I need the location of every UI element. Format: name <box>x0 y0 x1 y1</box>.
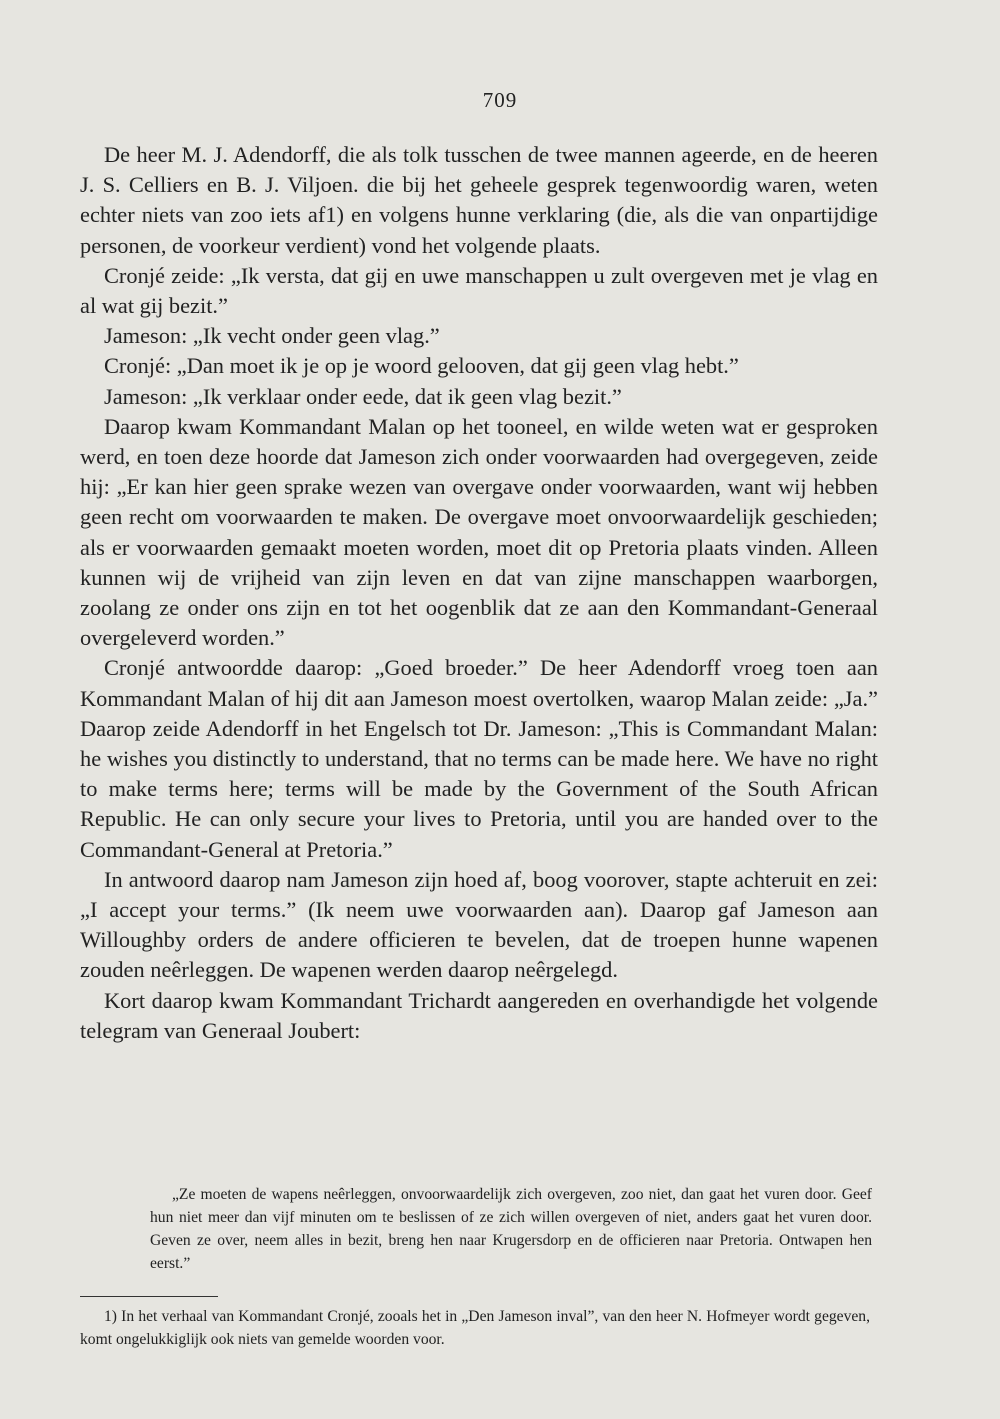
paragraph-malan: Daarop kwam Kommandant Malan op het tooneel, en wilde weten wat er gesproken werd, en toen deze hoorde dat Jameson zich onder voorwaarden had overgegeven, zeide hij: „Er kan hier geen sprake wezen van overgave onder voorwaarden, want wij hebben geen recht om voorwaarden te maken. De overgave moet onvoorwaardelijk geschieden; als er voorwaarden gemaakt moeten worden, moet dit op Pretoria plaats vinden. Alleen kunnen wij de vrijheid van zijn leven en dat van zijne manschappen waarborgen, zoolang ze onder ons zijn en tot het oogenblik dat ze aan den Kommandant-Generaal overgeleverd worden.” <box>80 413 878 651</box>
footnote <box>80 1305 870 1351</box>
paragraph-jameson-2: Jameson: „Ik verklaar onder eede, dat ik geen vlag bezit.” <box>104 383 622 409</box>
main-text <box>80 140 878 1046</box>
paragraph-cronje-1: Cronjé zeide: „Ik versta, dat gij en uwe manschappen u zult overgeven met je vlag en al wat gij bezit.” <box>80 262 878 319</box>
footnote-divider <box>80 1296 218 1297</box>
paragraph-surrender: In antwoord daarop nam Jameson zijn hoed af, boog voorover, stapte achteruit en zei: „I accept your terms.” (Ik neem uwe voorwaarden aan). Daarop gaf Jameson aan Willoughby orders de andere officieren te bevelen, dat de troepen hunne wapenen zouden neêrleggen. De wapenen werden daarop neêrgelegd. <box>80 866 878 983</box>
paragraph-trichardt: Kort daarop kwam Kommandant Trichardt aangereden en overhandigde het volgende telegram van Generaal Joubert: <box>80 987 878 1043</box>
page-number: 709 <box>482 88 518 112</box>
paragraph-adendorff: Cronjé antwoordde daarop: „Goed broeder.” De heer Adendorff vroeg toen aan Kommandant Malan of hij dit aan Jameson moest overtolken, waarop Malan zeide: „Ja.” Daarop zeide Adendorff in het Engelsch tot Dr. Jameson: „This is Commandant Malan: he wishes you distinctly to understand, that no terms can be made here. We have no right to make terms here; terms will be made by the Government of the South African Republic. He can only secure your lives to Pretoria, until you are handed over to the Commandant-General at Pretoria.” <box>80 655 878 862</box>
telegram-text: „Ze moeten de wapens neêrleggen, onvoorwaardelijk zich overgeven, zoo niet, dan gaat het vuren door. Geef hun niet meer dan vijf minuten om te beslissen of ze zich willen overgeven of niet, anders gaat het vuren door. Geven ze over, neem alles in bezit, breng hen naar Krugersdorp en de officieren naar Pretoria. Ontwapen hen eerst.” <box>150 1186 872 1272</box>
paragraph-intro: De heer M. J. Adendorff, die als tolk tusschen de twee mannen ageerde, en de heeren J. S. Celliers en B. J. Viljoen. die bij het geheele gesprek tegenwoordig waren, weten echter niets van zoo iets af1) en volgens hunne verklaring (die, als die van onpartijdige personen, de voorkeur verdient) vond het volgende plaats. <box>80 142 878 258</box>
paragraph-jameson-1: Jameson: „Ik vecht onder geen vlag.” <box>104 323 440 349</box>
telegram-quote <box>150 1183 872 1275</box>
footnote-text: 1) In het verhaal van Kommandant Cronjé, zooals het in „Den Jameson inval”, van den heer N. Hofmeyer wordt gegeven, komt ongelukkiglijk ook niets van gemelde woorden voor. <box>80 1308 870 1348</box>
paragraph-cronje-2: Cronjé: „Dan moet ik je op je woord gelooven, dat gij geen vlag hebt.” <box>104 353 739 379</box>
